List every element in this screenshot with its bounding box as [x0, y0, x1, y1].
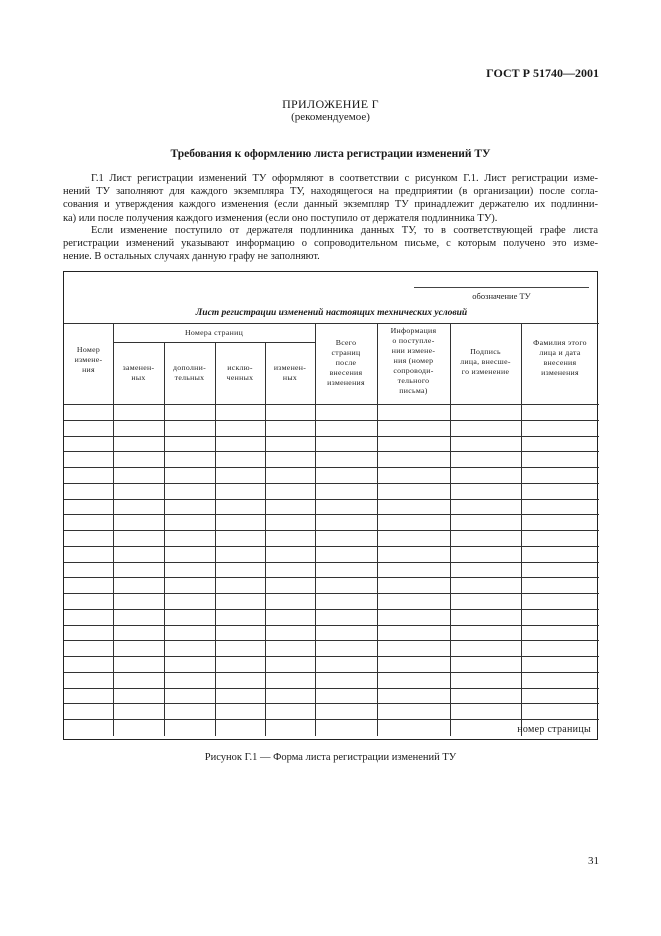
row-rule [64, 499, 599, 500]
row-rule [64, 672, 599, 673]
header-text: ченных [226, 373, 254, 382]
change-registration-form [63, 271, 598, 740]
header-text: тельных [174, 373, 205, 382]
standard-number: ГОСТ Р 51740—2001 [486, 66, 599, 80]
header-text: изменен- [273, 363, 307, 372]
header-text: после [335, 358, 357, 367]
row-rule [64, 577, 599, 578]
page-number-label: номер страницы [517, 724, 591, 735]
appendix-subtitle: (рекомендуемое) [291, 111, 370, 123]
column-rule [265, 342, 266, 736]
row-rule [64, 593, 599, 594]
row-rule [64, 719, 599, 720]
header-replaced [113, 363, 164, 383]
table-top-rule [64, 323, 599, 324]
section-heading: Требования к оформлению листа регистрации изменений ТУ [170, 148, 491, 160]
header-text: ных [131, 373, 146, 382]
header-text: го изменение [461, 367, 510, 376]
header-text: о поступле- [392, 336, 435, 345]
header-text: внесения [329, 368, 363, 377]
header-text: Фамилия этого [533, 338, 587, 347]
column-rule [164, 342, 165, 736]
header-added [164, 363, 215, 383]
header-text: изменения [327, 378, 365, 387]
paragraph-line: нение. В остальных случаях данную графу не заполняют. [63, 251, 320, 263]
header-text: Информация [390, 326, 437, 335]
row-rule [64, 514, 599, 515]
header-text: исклю- [227, 363, 253, 372]
header-info [377, 326, 450, 396]
header-text: нии измене- [391, 346, 436, 355]
header-pages-group [113, 328, 315, 338]
paragraph-line: Г.1 Лист регистрации изменений ТУ оформляют в соответствии с рисунком Г.1. Лист регистрации изме- [91, 173, 598, 184]
row-rule [64, 467, 599, 468]
header-excluded [215, 363, 265, 383]
header-text: сопроводи- [393, 366, 434, 375]
header-text: изменения [541, 368, 579, 377]
row-rule [64, 451, 599, 452]
header-text: страниц [331, 348, 361, 357]
row-rule [64, 609, 599, 610]
page-number: 31 [588, 855, 599, 867]
row-rule [64, 562, 599, 563]
header-text: ных [282, 373, 298, 382]
sheet-title: Лист регистрации изменений настоящих технических условий [195, 308, 468, 318]
header-signature [450, 347, 521, 377]
row-rule [64, 625, 599, 626]
designation-underline [414, 287, 589, 288]
paragraph-source [63, 224, 598, 264]
column-rule [215, 342, 216, 736]
paragraph-line: сования и утверждения каждого изменения (если данный экземпляр ТУ принадлежит держателю их подлинни- [63, 199, 598, 211]
paragraph-g1 [63, 172, 598, 225]
row-rule [64, 546, 599, 547]
row-rule [64, 640, 599, 641]
row-rule [64, 703, 599, 704]
header-text: Номера страниц [184, 328, 244, 337]
paragraph-line: регистрации изменений указывают информацию о сопроводительном письме, с которым получено это изме- [63, 238, 598, 250]
header-text: тельного [397, 376, 430, 385]
header-total-pages [315, 338, 377, 388]
header-text: Номер [76, 345, 101, 354]
header-change-number [64, 345, 113, 375]
header-text: ния [82, 365, 95, 374]
row-rule [64, 483, 599, 484]
header-text: внесения [543, 358, 577, 367]
header-text: измене- [74, 355, 103, 364]
designation-label: обозначение ТУ [472, 291, 531, 301]
header-text: Подпись [470, 347, 501, 356]
row-rule [64, 420, 599, 421]
registration-table [64, 323, 599, 736]
row-rule [64, 656, 599, 657]
row-rule [64, 530, 599, 531]
header-text: ния (номер [393, 356, 434, 365]
row-rule [64, 688, 599, 689]
paragraph-line: нений ТУ заполняют для каждого экземпляра ТУ, находящегося на предприятии (в организации) после согла- [63, 186, 598, 198]
header-bottom-rule [64, 404, 599, 405]
header-name-date [521, 338, 599, 378]
pages-group-rule [113, 342, 315, 343]
header-text: письма) [399, 386, 428, 395]
paragraph-line: ка) или после получения каждого изменения (если оно поступило от держателя подлинника ТУ). [63, 212, 498, 224]
header-text: лица и дата [539, 348, 581, 357]
paragraph-line: Если изменение поступило от держателя подлинника данных ТУ, то в соответствующей графе листа [91, 225, 598, 236]
appendix-title: ПРИЛОЖЕНИЕ Г [282, 97, 379, 111]
figure-caption: Рисунок Г.1 — Форма листа регистрации изменений ТУ [204, 752, 457, 763]
header-text: дополни- [172, 363, 207, 372]
header-text: лица, внесше- [460, 357, 511, 366]
row-rule [64, 436, 599, 437]
header-changed [265, 363, 315, 383]
header-text: Всего [335, 338, 357, 347]
header-text: заменен- [122, 363, 155, 372]
